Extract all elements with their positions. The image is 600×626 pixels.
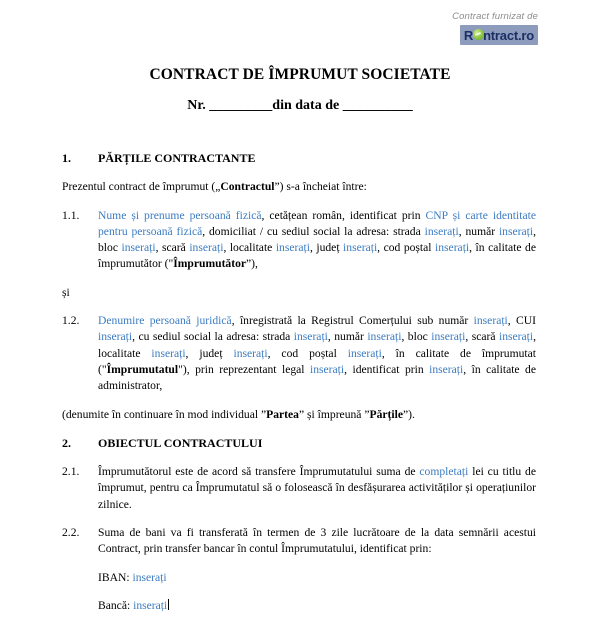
clause-2-2 xyxy=(62,525,536,558)
t6: , localitate xyxy=(223,241,276,255)
t6: , scară xyxy=(465,330,499,344)
section-1-number: 1. xyxy=(62,151,71,165)
section-2-title: OBIECTUL CONTRACTULUI xyxy=(98,435,263,450)
clause-2-1-text xyxy=(98,464,536,513)
field-street-2[interactable]: inserați xyxy=(293,330,328,344)
t3: , număr xyxy=(458,224,499,238)
intro-paragraph xyxy=(62,179,536,195)
text-cursor xyxy=(168,599,169,610)
field-cnp-id[interactable]: CNP și carte identitate pentru persoană fizică xyxy=(98,208,536,238)
field-street[interactable]: inserați xyxy=(424,224,459,238)
coll-t1: (denumite în continuare în mod individual ” xyxy=(62,407,267,421)
intro-text-2: ”) s-a încheiat între: xyxy=(274,180,367,194)
clause-1-1-text xyxy=(98,208,536,273)
bank-label: Bancă: xyxy=(98,598,134,612)
field-company-name[interactable]: Denumire persoană juridică xyxy=(98,314,232,328)
rontract-logo[interactable] xyxy=(460,25,538,45)
field-number-2[interactable]: inserați xyxy=(367,330,402,344)
clause-1-2 xyxy=(62,313,536,394)
t4: , bloc xyxy=(98,224,536,255)
field-block[interactable]: inserați xyxy=(121,241,156,255)
field-loan-amount[interactable]: completați xyxy=(419,465,469,479)
t10: , în calitate de împrumutat (" xyxy=(98,346,536,376)
t9: , cod poștal xyxy=(267,346,348,360)
defined-term-partile: Părțile xyxy=(369,407,403,421)
field-iban[interactable]: inserați xyxy=(132,570,167,584)
field-legal-representative[interactable]: inserați xyxy=(310,362,345,376)
defined-term-imprumutatul: Împrumutatul xyxy=(106,362,179,376)
clause-2-2-text: Suma de bani va fi transferată în termen de 3 zile lucrătoare de la data semnării acestui Contract, prin transfer bancar în contul Împrumutatului, identificat prin: xyxy=(98,526,536,556)
field-cui[interactable]: inserați xyxy=(98,330,133,344)
defined-term-imprumutator: Împrumutător xyxy=(173,257,247,271)
field-representative-id[interactable]: inserați xyxy=(429,362,464,376)
bank-detail-iban xyxy=(98,570,536,586)
field-name-person[interactable]: Nume și prenume persoană fizică xyxy=(98,208,262,222)
t11: "), prin reprezentant legal xyxy=(178,362,310,376)
bank-detail-bank xyxy=(98,598,536,614)
t4: , număr xyxy=(327,330,368,344)
field-county-2[interactable]: inserați xyxy=(233,346,268,360)
leaf-circle-icon xyxy=(473,29,484,40)
clause-1-2-text xyxy=(98,313,536,394)
t8: , cod poștal xyxy=(377,241,436,255)
logo-text-after: ntract.ro xyxy=(483,27,534,43)
field-staircase-2[interactable]: inserați xyxy=(498,330,534,344)
document-title: CONTRACT DE ÎMPRUMUT SOCIETATE xyxy=(149,66,451,83)
field-locality[interactable]: inserați xyxy=(275,241,310,255)
field-county[interactable]: inserați xyxy=(343,241,378,255)
intro-text-1: Prezentul contract de împrumut („ xyxy=(62,180,221,194)
section-1-title: PĂRȚILE CONTRACTANTE xyxy=(98,151,256,165)
section-2-number: 2. xyxy=(62,435,71,450)
t13: , în calitate de administrator, xyxy=(98,362,536,393)
c21-t2: lei cu titlu de împrumut, pentru ca Împrumutatul să o folosească în desfășurarea activităților și operațiunilor zilnice. xyxy=(98,465,537,511)
clause-2-1 xyxy=(62,464,536,513)
field-block-2[interactable]: inserați xyxy=(431,330,466,344)
field-number[interactable]: inserați xyxy=(498,224,534,238)
clause-1-1-number: 1.1. xyxy=(62,208,80,222)
clause-1-2-number: 1.2. xyxy=(62,314,80,328)
t2: , CUI xyxy=(507,314,537,328)
t1: , înregistrată la Registrul Comerțului sub număr xyxy=(231,314,474,328)
t1: , cetățean român, identificat prin xyxy=(261,208,426,222)
t7: , localitate xyxy=(98,330,537,360)
t5: , bloc xyxy=(401,330,432,344)
logo-text-before: R xyxy=(463,27,474,43)
defined-term-contractul: Contractul xyxy=(220,180,275,194)
t12: , identificat prin xyxy=(344,362,430,376)
field-staircase[interactable]: inserați xyxy=(189,241,224,255)
conjunction-si: și xyxy=(62,285,70,299)
document-body xyxy=(62,150,536,626)
t10: ”), xyxy=(246,257,258,271)
section-heading-2 xyxy=(62,435,536,451)
brand-caption: Contract furnizat de xyxy=(452,11,538,22)
t3: , cu sediul social la adresa: strada xyxy=(132,330,294,344)
field-registry-number[interactable]: inserați xyxy=(473,314,508,328)
field-postal-code-2[interactable]: inserați xyxy=(347,346,382,360)
field-postal-code[interactable]: inserați xyxy=(435,241,470,255)
section-heading-1 xyxy=(62,150,536,166)
defined-term-partea: Partea xyxy=(266,407,299,421)
t9: , în calitate de împrumutător (" xyxy=(98,241,536,271)
field-bank[interactable]: inserați xyxy=(133,598,168,612)
coll-t3: ”). xyxy=(402,407,415,421)
field-locality-2[interactable]: inserați xyxy=(151,346,186,360)
c21-t1: Împrumutătorul este de acord să transfere Împrumutatului suma de xyxy=(98,465,420,479)
collective-definition-paragraph xyxy=(62,407,536,423)
t5: , scară xyxy=(155,241,190,255)
document-subtitle: Nr. _________din data de __________ xyxy=(187,98,413,113)
t7: , județ xyxy=(309,241,344,255)
clause-1-1 xyxy=(62,208,536,273)
brand-header xyxy=(452,12,538,45)
t2: , domiciliat / cu sediul social la adresa: strada xyxy=(202,224,425,238)
t8: , județ xyxy=(185,346,234,360)
coll-t2: ” și împreună ” xyxy=(298,407,370,421)
iban-label: IBAN: xyxy=(98,570,133,584)
clause-2-1-number: 2.1. xyxy=(62,465,80,479)
clause-2-2-number: 2.2. xyxy=(62,526,80,540)
